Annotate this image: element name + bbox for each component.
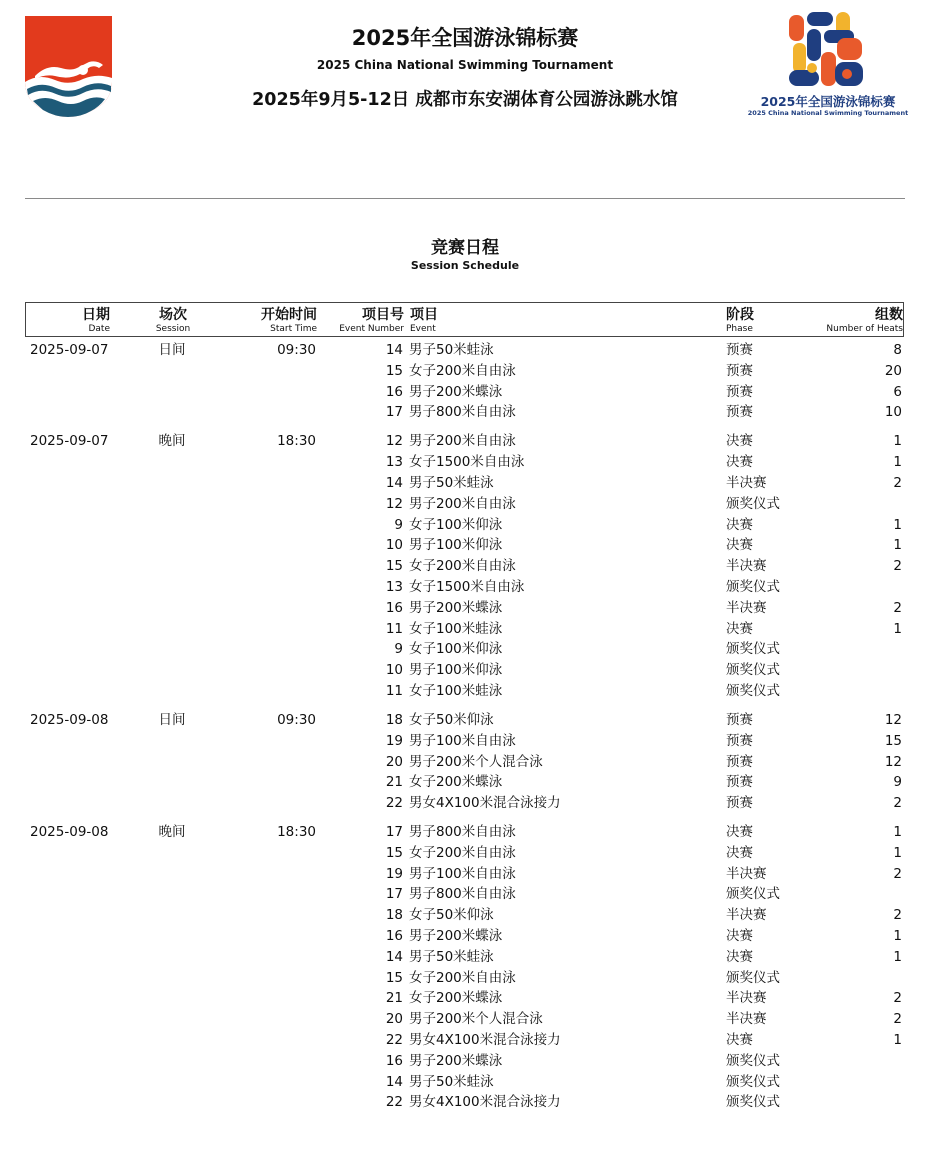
cell-event-number: 12 xyxy=(385,495,403,512)
table-row xyxy=(25,1072,905,1093)
cell-event-number: 16 xyxy=(385,928,403,945)
cell-event: 女子200米自由泳 xyxy=(409,844,516,861)
table-row xyxy=(25,452,905,473)
cell-event-number: 15 xyxy=(385,558,403,575)
cell-heats: 6 xyxy=(893,383,902,400)
cell-event-number: 20 xyxy=(385,753,403,770)
cell-event: 女子200米蝶泳 xyxy=(409,990,503,1007)
cell-heats: 12 xyxy=(884,711,902,728)
cell-phase: 决赛 xyxy=(726,948,753,965)
tournament-logo-title-en: 2025 China National Swimming Tournament xyxy=(747,109,909,117)
cell-date: 2025-09-08 xyxy=(30,711,109,728)
table-row xyxy=(25,947,905,968)
schedule-title-en: Session Schedule xyxy=(410,259,520,272)
table-row xyxy=(25,515,905,536)
cell-event-number: 11 xyxy=(385,620,403,637)
event-date-venue: 2025年9月5-12日 成都市东安湖体育公园游泳跳水馆 xyxy=(252,90,678,110)
cell-phase: 颁奖仪式 xyxy=(726,662,780,679)
table-row xyxy=(25,1009,905,1030)
cell-date: 2025-09-08 xyxy=(30,824,109,841)
cell-phase: 决赛 xyxy=(726,844,753,861)
table-row xyxy=(25,968,905,989)
table-row xyxy=(25,1092,905,1113)
cell-event-number: 14 xyxy=(385,948,403,965)
cell-heats: 15 xyxy=(884,732,902,749)
event-title-en: 2025 China National Swimming Tournament xyxy=(316,58,614,72)
cell-phase: 预赛 xyxy=(726,732,753,749)
cell-heats: 2 xyxy=(893,795,902,812)
cell-event-number: 15 xyxy=(385,844,403,861)
cell-heats: 1 xyxy=(893,824,902,841)
table-row xyxy=(25,681,905,702)
cell-event: 男子800米自由泳 xyxy=(409,824,516,841)
cell-event-number: 13 xyxy=(385,454,403,471)
tournament-logo xyxy=(745,12,915,120)
cell-phase: 颁奖仪式 xyxy=(726,1052,780,1069)
cell-event-number: 16 xyxy=(385,1052,403,1069)
cell-event-number: 9 xyxy=(394,516,403,533)
cell-heats: 20 xyxy=(884,362,902,379)
table-row xyxy=(25,843,905,864)
cell-heats: 1 xyxy=(893,454,902,471)
cell-phase: 预赛 xyxy=(726,404,753,421)
cell-phase: 预赛 xyxy=(726,753,753,770)
cell-event: 男女4X100米混合泳接力 xyxy=(409,795,561,812)
schedule-title-cn: 竞赛日程 xyxy=(431,238,499,258)
event-title-cn: 2025年全国游泳锦标赛 xyxy=(351,26,579,50)
cell-heats: 1 xyxy=(893,948,902,965)
cell-session: 晚间 xyxy=(158,824,186,841)
cell-event-number: 9 xyxy=(394,641,403,658)
cell-phase: 半决赛 xyxy=(726,558,767,575)
cell-heats: 1 xyxy=(893,844,902,861)
cell-event: 女子200米自由泳 xyxy=(409,362,516,379)
cell-event: 男子200米自由泳 xyxy=(409,495,516,512)
table-row xyxy=(25,864,905,885)
tournament-emblem-icon xyxy=(789,12,865,88)
table-row xyxy=(25,822,905,843)
cell-heats: 2 xyxy=(893,990,902,1007)
cell-event: 男子800米自由泳 xyxy=(409,886,516,903)
cell-event: 女子100米蛙泳 xyxy=(409,682,503,699)
cell-event-number: 14 xyxy=(385,342,403,358)
cell-date: 2025-09-07 xyxy=(30,433,109,450)
cell-event: 男子50米蛙泳 xyxy=(409,948,494,965)
cell-event: 女子200米自由泳 xyxy=(409,969,516,986)
cell-phase: 半决赛 xyxy=(726,865,767,882)
cell-event: 女子50米仰泳 xyxy=(409,907,494,924)
cell-heats: 1 xyxy=(893,433,902,450)
cell-event: 男子100米自由泳 xyxy=(409,865,516,882)
cell-event: 男子800米自由泳 xyxy=(409,404,516,421)
cell-event-number: 17 xyxy=(385,824,403,841)
table-row xyxy=(25,402,905,423)
cell-event: 男子50米蛙泳 xyxy=(409,474,494,491)
cell-event-number: 18 xyxy=(385,711,403,728)
cell-session: 日间 xyxy=(158,342,186,358)
tournament-logo-title-cn: 2025年全国游泳锦标赛 xyxy=(760,94,896,109)
cell-event-number: 12 xyxy=(385,433,403,450)
col-date: 日期 Date xyxy=(82,307,110,334)
table-row xyxy=(25,598,905,619)
cell-heats: 9 xyxy=(893,774,902,791)
col-heats: 组数 Number of Heats xyxy=(826,307,903,334)
table-row xyxy=(25,639,905,660)
cell-event-number: 16 xyxy=(385,599,403,616)
table-row xyxy=(25,905,905,926)
table-row xyxy=(25,556,905,577)
cell-event-number: 17 xyxy=(385,404,403,421)
cell-event-number: 11 xyxy=(385,682,403,699)
table-row xyxy=(25,494,905,515)
cell-event: 男女4X100米混合泳接力 xyxy=(409,1094,561,1111)
cell-session: 日间 xyxy=(158,711,186,728)
table-row xyxy=(25,535,905,556)
cell-event-number: 15 xyxy=(385,362,403,379)
cell-event-number: 22 xyxy=(385,795,403,812)
cell-event-number: 16 xyxy=(385,383,403,400)
cell-event-number: 14 xyxy=(385,474,403,491)
cell-phase: 颁奖仪式 xyxy=(726,969,780,986)
table-row xyxy=(25,619,905,640)
cell-event-number: 21 xyxy=(385,774,403,791)
cell-event: 男子200米蝶泳 xyxy=(409,928,503,945)
cell-event-number: 22 xyxy=(385,1094,403,1111)
cell-phase: 决赛 xyxy=(726,620,753,637)
cell-event: 男子100米自由泳 xyxy=(409,732,516,749)
cell-heats: 2 xyxy=(893,599,902,616)
cell-phase: 颁奖仪式 xyxy=(726,641,780,658)
cell-heats: 2 xyxy=(893,1011,902,1028)
cell-phase: 半决赛 xyxy=(726,599,767,616)
cell-phase: 半决赛 xyxy=(726,907,767,924)
cell-event: 男子100米仰泳 xyxy=(409,537,503,554)
cell-event-number: 21 xyxy=(385,990,403,1007)
cell-heats: 2 xyxy=(893,474,902,491)
cell-heats: 1 xyxy=(893,620,902,637)
cell-event-number: 14 xyxy=(385,1073,403,1090)
cell-event-number: 10 xyxy=(385,662,403,679)
cell-phase: 半决赛 xyxy=(726,1011,767,1028)
table-row xyxy=(25,884,905,905)
table-row xyxy=(25,1051,905,1072)
schedule-table-body xyxy=(25,340,905,1113)
cell-phase: 预赛 xyxy=(726,795,753,812)
cell-heats: 8 xyxy=(893,342,902,358)
cell-phase: 预赛 xyxy=(726,711,753,728)
table-row xyxy=(25,752,905,773)
cell-event: 女子1500米自由泳 xyxy=(409,578,525,595)
cell-phase: 颁奖仪式 xyxy=(726,1073,780,1090)
cell-event: 男子200米个人混合泳 xyxy=(409,753,543,770)
cell-phase: 决赛 xyxy=(726,537,753,554)
cell-event: 女子100米蛙泳 xyxy=(409,620,503,637)
cell-event: 男子200米蝶泳 xyxy=(409,383,503,400)
cell-event-number: 19 xyxy=(385,732,403,749)
cell-start-time: 18:30 xyxy=(277,433,316,450)
cell-phase: 决赛 xyxy=(726,824,753,841)
table-row xyxy=(25,431,905,452)
cell-date: 2025-09-07 xyxy=(30,342,109,358)
col-phase: 阶段 Phase xyxy=(726,307,754,334)
cell-event: 男子200米蝶泳 xyxy=(409,1052,503,1069)
table-row xyxy=(25,382,905,403)
cell-event: 女子1500米自由泳 xyxy=(409,454,525,471)
cell-phase: 预赛 xyxy=(726,342,753,358)
header-divider xyxy=(25,198,905,199)
table-row xyxy=(25,1030,905,1051)
cell-phase: 决赛 xyxy=(726,516,753,533)
col-event-number: 项目号 Event Number xyxy=(339,307,404,334)
cell-start-time: 18:30 xyxy=(277,824,316,841)
cell-heats: 1 xyxy=(893,928,902,945)
cell-event: 男子50米蛙泳 xyxy=(409,1073,494,1090)
table-row xyxy=(25,473,905,494)
cell-phase: 颁奖仪式 xyxy=(726,682,780,699)
cell-heats: 1 xyxy=(893,1032,902,1049)
cell-heats: 1 xyxy=(893,537,902,554)
cell-phase: 预赛 xyxy=(726,383,753,400)
cell-heats: 2 xyxy=(893,907,902,924)
cell-phase: 颁奖仪式 xyxy=(726,886,780,903)
table-row xyxy=(25,340,905,361)
cell-event: 男子200米自由泳 xyxy=(409,433,516,450)
cell-heats: 10 xyxy=(884,404,902,421)
table-row xyxy=(25,577,905,598)
table-row xyxy=(25,710,905,731)
cell-event-number: 17 xyxy=(385,886,403,903)
cell-phase: 决赛 xyxy=(726,433,753,450)
table-row xyxy=(25,926,905,947)
cell-event: 女子50米仰泳 xyxy=(409,711,494,728)
cell-phase: 预赛 xyxy=(726,362,753,379)
cell-event: 男子200米蝶泳 xyxy=(409,599,503,616)
cell-event: 女子100米仰泳 xyxy=(409,641,503,658)
table-row xyxy=(25,361,905,382)
table-row xyxy=(25,772,905,793)
cell-event: 男子200米个人混合泳 xyxy=(409,1011,543,1028)
cell-event: 男女4X100米混合泳接力 xyxy=(409,1032,561,1049)
cell-event: 女子100米仰泳 xyxy=(409,516,503,533)
cell-phase: 颁奖仪式 xyxy=(726,578,780,595)
cell-event: 女子200米自由泳 xyxy=(409,558,516,575)
table-row xyxy=(25,731,905,752)
cell-heats: 2 xyxy=(893,865,902,882)
table-header xyxy=(25,302,904,337)
cell-phase: 颁奖仪式 xyxy=(726,1094,780,1111)
cell-event: 男子50米蛙泳 xyxy=(409,342,494,358)
cell-event-number: 20 xyxy=(385,1011,403,1028)
cell-heats: 12 xyxy=(884,753,902,770)
col-session: 场次 Session xyxy=(155,307,191,334)
cell-event: 女子200米蝶泳 xyxy=(409,774,503,791)
cell-event-number: 18 xyxy=(385,907,403,924)
page-header xyxy=(0,0,936,130)
cell-phase: 半决赛 xyxy=(726,474,767,491)
cell-phase: 半决赛 xyxy=(726,990,767,1007)
cell-phase: 预赛 xyxy=(726,774,753,791)
cell-event-number: 10 xyxy=(385,537,403,554)
cell-heats: 2 xyxy=(893,558,902,575)
cell-phase: 决赛 xyxy=(726,1032,753,1049)
table-row xyxy=(25,793,905,814)
cell-heats: 1 xyxy=(893,516,902,533)
table-row xyxy=(25,988,905,1009)
cell-session: 晚间 xyxy=(158,433,186,450)
cell-start-time: 09:30 xyxy=(277,711,316,728)
cell-event: 男子100米仰泳 xyxy=(409,662,503,679)
cell-phase: 颁奖仪式 xyxy=(726,495,780,512)
cell-event-number: 13 xyxy=(385,578,403,595)
cell-phase: 决赛 xyxy=(726,928,753,945)
col-event: 项目 Event xyxy=(410,307,438,334)
cell-start-time: 09:30 xyxy=(277,342,316,358)
cell-phase: 决赛 xyxy=(726,454,753,471)
cell-event-number: 19 xyxy=(385,865,403,882)
cell-event-number: 15 xyxy=(385,969,403,986)
table-row xyxy=(25,660,905,681)
col-start-time: 开始时间 Start Time xyxy=(261,307,317,334)
cell-event-number: 22 xyxy=(385,1032,403,1049)
